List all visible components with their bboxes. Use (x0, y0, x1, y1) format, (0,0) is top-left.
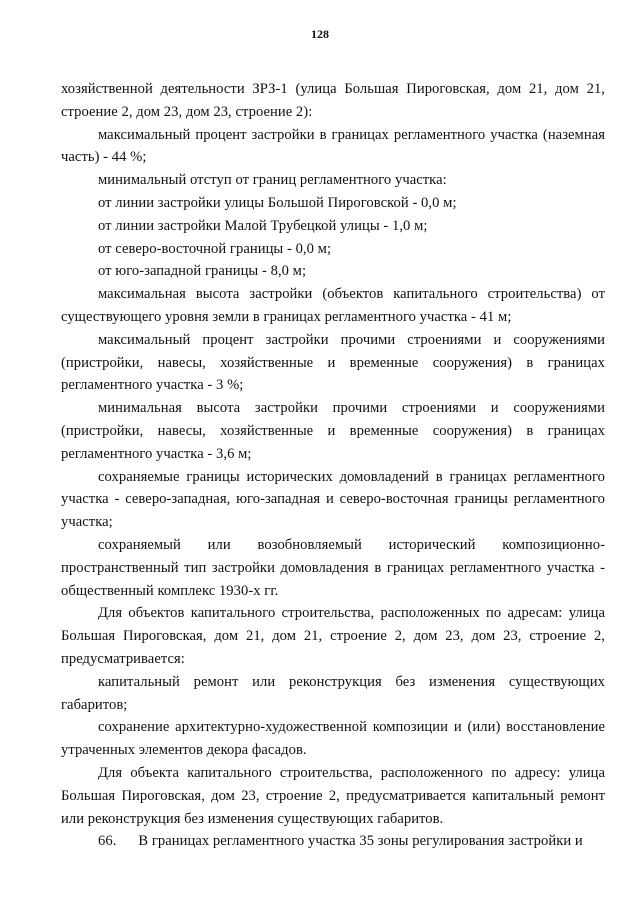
paragraph: минимальная высота застройки прочими строениями и сооружениями (пристройки, навесы, хозяйственные и временные сооружения) в границах регламентного участка - 3,6 м; (61, 400, 605, 462)
numbered-paragraph: 66. В границах регламентного участка 35 зоны регулирования застройки и (98, 833, 583, 850)
paragraph: минимальный отступ от границ регламентного участка: (98, 172, 447, 189)
paragraph: от юго-западной границы - 8,0 м; (98, 263, 307, 280)
page-number: 128 (311, 27, 329, 41)
paragraph: сохраняемый или возобновляемый исторический композиционно-пространственный тип застройки домовладения в границах регламентного участка - общественный комплекс 1930-х гг. (61, 536, 605, 599)
paragraph: сохранение архитектурно-художественной композиции и (или) восстановление утраченных элементов декора фасадов. (61, 719, 605, 759)
paragraph: сохраняемые границы исторических домовладений в границах регламентного участка - северо-западная, юго-западная и северо-восточная границы регламентного участка; (61, 468, 605, 531)
paragraph: Для объекта капитального строительства, расположенного по адресу: улица Большая Пироговская, дом 23, строение 2, предусматривается капитальный ремонт или реконструкция без изменения существующих габаритов. (61, 764, 605, 827)
paragraph: максимальный процент застройки прочими строениями и сооружениями (пристройки, навесы, хозяйственные и временные сооружения) в границах регламентного участка - 3 %; (61, 331, 605, 394)
paragraph: от линии застройки улицы Большой Пироговской - 0,0 м; (98, 194, 457, 211)
body-text (61, 78, 605, 853)
paragraph: от северо-восточной границы - 0,0 м; (98, 240, 332, 257)
paragraph: максимальная высота застройки (объектов капитального строительства) от существующего уровня земли в границах регламентного участка - 41 м; (61, 286, 605, 325)
paragraph: Для объектов капитального строительства, расположенных по адресам: улица Большая Пироговская, дом 21, дом 21, строение 2, дом 23, дом 23, строение 2, предусматривается: (61, 605, 605, 667)
paragraph: от линии застройки Малой Трубецкой улицы - 1,0 м; (98, 217, 428, 234)
paragraph: капитальный ремонт или реконструкция без изменения существующих габаритов; (61, 673, 605, 713)
paragraph: максимальный процент застройки в границах регламентного участка (наземная часть) - 44 %; (61, 126, 605, 166)
paragraph: хозяйственной деятельности ЗРЗ-1 (улица Большая Пироговская, дом 21, дом 21, строение 2, дом 23, дом 23, строение 2): (61, 81, 605, 120)
